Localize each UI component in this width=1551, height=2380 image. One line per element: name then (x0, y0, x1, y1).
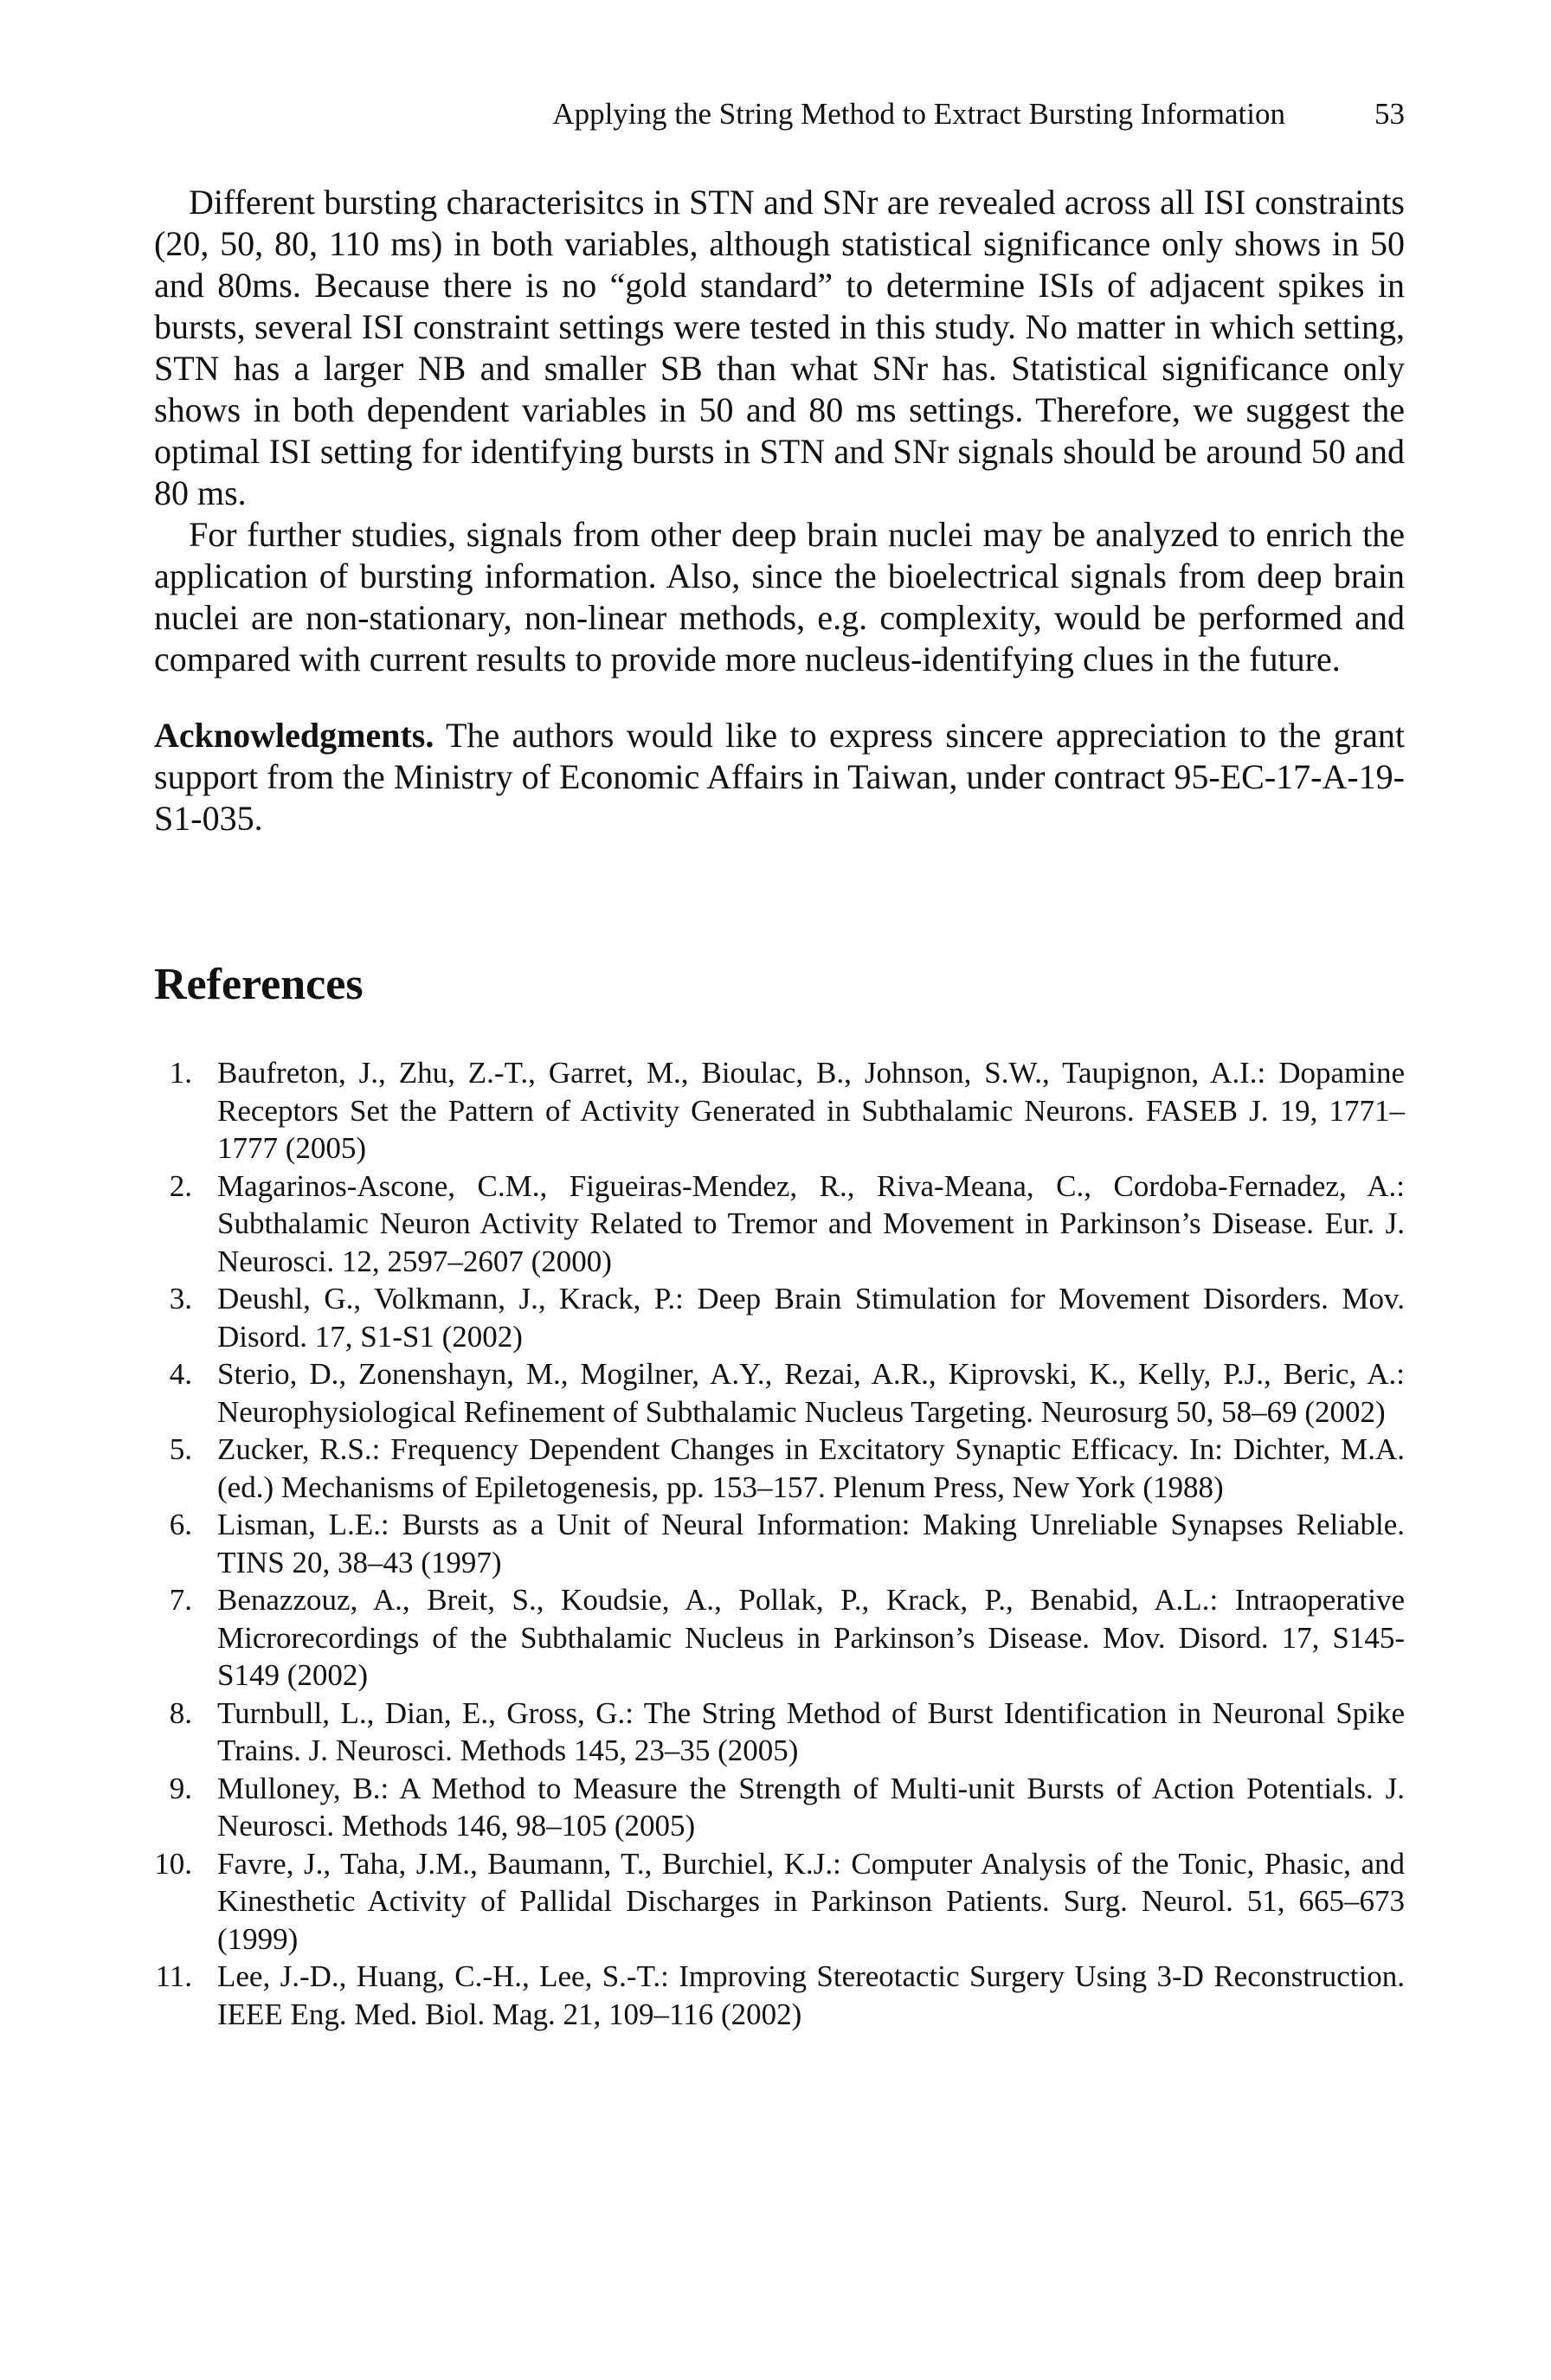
references-heading: References (154, 960, 364, 1009)
reference-number: 8. (169, 1695, 192, 1730)
reference-number: 3. (169, 1282, 192, 1315)
reference-number: 4. (169, 1357, 192, 1391)
reference-number: 6. (169, 1508, 192, 1541)
reference-number: 7. (169, 1583, 192, 1617)
reference-item (154, 1506, 1405, 1581)
reference-number: 9. (169, 1771, 192, 1805)
reference-item (154, 1054, 1405, 1167)
body-text (154, 182, 1405, 839)
running-head (154, 97, 1405, 140)
reference-item (154, 1431, 1405, 1506)
reference-text: Turnbull, L., Dian, E., Gross, G.: The String Method of Burst Identification in Neuronal Spike Trains. J. Neurosci. Methods 145, 23–35 (2005) (217, 1695, 1405, 1767)
reference-number: 2. (169, 1168, 192, 1203)
reference-number: 5. (169, 1432, 192, 1466)
running-title: Applying the String Method to Extract Bursting Information (552, 97, 1285, 131)
reference-item (154, 1167, 1405, 1281)
reference-item (154, 1845, 1405, 1959)
page-number: 53 (1374, 97, 1405, 131)
body-paragraph: For further studies, signals from other deep brain nuclei may be analyzed to enrich the application of bursting information. Also, since the bioelectrical signals from deep brain nuclei are non-stationary, non-linear methods, e.g. complexity, would be performed and compared with current results to provide more nucleus-identifying clues in the future. (154, 515, 1405, 679)
reference-text: Lee, J.-D., Huang, C.-H., Lee, S.-T.: Improving Stereotactic Surgery Using 3-D Reconstruction. IEEE Eng. Med. Biol. Mag. 21, 109–116 (2002) (217, 1959, 1405, 2031)
reference-item (154, 1695, 1405, 1770)
reference-item (154, 1958, 1405, 2033)
reference-text: Magarinos-Ascone, C.M., Figueiras-Mendez, R., Riva-Meana, C., Cordoba-Fernadez, A.: Subthalamic Neuron Activity Related to Tremor and Movement in Parkinson’s Disease. Eur. J. Neurosci. 12, 2597–2607 (2000) (217, 1168, 1405, 1278)
reference-text: Benazzouz, A., Breit, S., Koudsie, A., Pollak, P., Krack, P., Benabid, A.L.: Intraoperative Microrecordings of the Subthalamic Nucleus in Parkinson’s Disease. Mov. Disord. 17, S145-S149 (2002) (217, 1583, 1405, 1692)
reference-item (154, 1280, 1405, 1355)
reference-text: Sterio, D., Zonenshayn, M., Mogilner, A.Y., Rezai, A.R., Kiprovski, K., Kelly, P.J., Beric, A.: Neurophysiological Refinement of Subthalamic Nucleus Targeting. Neurosurg 50, 58–69 (2002) (217, 1357, 1405, 1429)
reference-list (154, 1054, 1405, 2033)
reference-text: Lisman, L.E.: Bursts as a Unit of Neural Information: Making Unreliable Synapses Reliable. TINS 20, 38–43 (1997) (217, 1508, 1405, 1579)
acknowledgments-text: The authors would like to express sincere appreciation to the grant support from the Ministry of Economic Affairs in Taiwan, under contract 95-EC-17-A-19-S1-035. (154, 716, 1405, 838)
reference-text: Deushl, G., Volkmann, J., Krack, P.: Deep Brain Stimulation for Movement Disorders. Mov. Disord. 17, S1-S1 (2002) (217, 1282, 1405, 1354)
reference-text: Mulloney, B.: A Method to Measure the Strength of Multi-unit Bursts of Action Potentials. J. Neurosci. Methods 146, 98–105 (2005) (217, 1771, 1405, 1843)
acknowledgments (154, 715, 1405, 839)
acknowledgments-label: Acknowledgments. (154, 716, 434, 755)
reference-number: 10. (154, 1846, 192, 1881)
body-paragraph: Different bursting characterisitcs in STN and SNr are revealed across all ISI constraints (20, 50, 80, 110 ms) in both variables, although statistical significance only shows in 50 and 80ms. Because there is no “gold standard” to determine ISIs of adjacent spikes in bursts, several ISI constraint settings were tested in this study. No matter in which setting, STN has a larger NB and smaller SB than what SNr has. Statistical significance only shows in both dependent variables in 50 and 80 ms settings. Therefore, we suggest the optimal ISI setting for identifying bursts in STN and SNr signals should be around 50 and 80 ms. (154, 183, 1405, 512)
reference-number: 11. (155, 1959, 192, 1993)
reference-item (154, 1581, 1405, 1695)
reference-item (154, 1770, 1405, 1845)
reference-text: Baufreton, J., Zhu, Z.-T., Garret, M., Bioulac, B., Johnson, S.W., Taupignon, A.I.: Dopamine Receptors Set the Pattern of Activity Generated in Subthalamic Neurons. FASEB J. 19, 1771–1777 (2005) (217, 1056, 1405, 1165)
reference-text: Zucker, R.S.: Frequency Dependent Changes in Excitatory Synaptic Efficacy. In: Dichter, M.A. (ed.) Mechanisms of Epiletogenesis, pp. 153–157. Plenum Press, New York (1988) (217, 1432, 1405, 1504)
reference-number: 1. (169, 1056, 192, 1090)
reference-text: Favre, J., Taha, J.M., Baumann, T., Burchiel, K.J.: Computer Analysis of the Tonic, Phasic, and Kinesthetic Activity of Pallidal Discharges in Parkinson Patients. Surg. Neurol. 51, 665–673 (1999) (217, 1846, 1405, 1956)
reference-item (154, 1355, 1405, 1431)
